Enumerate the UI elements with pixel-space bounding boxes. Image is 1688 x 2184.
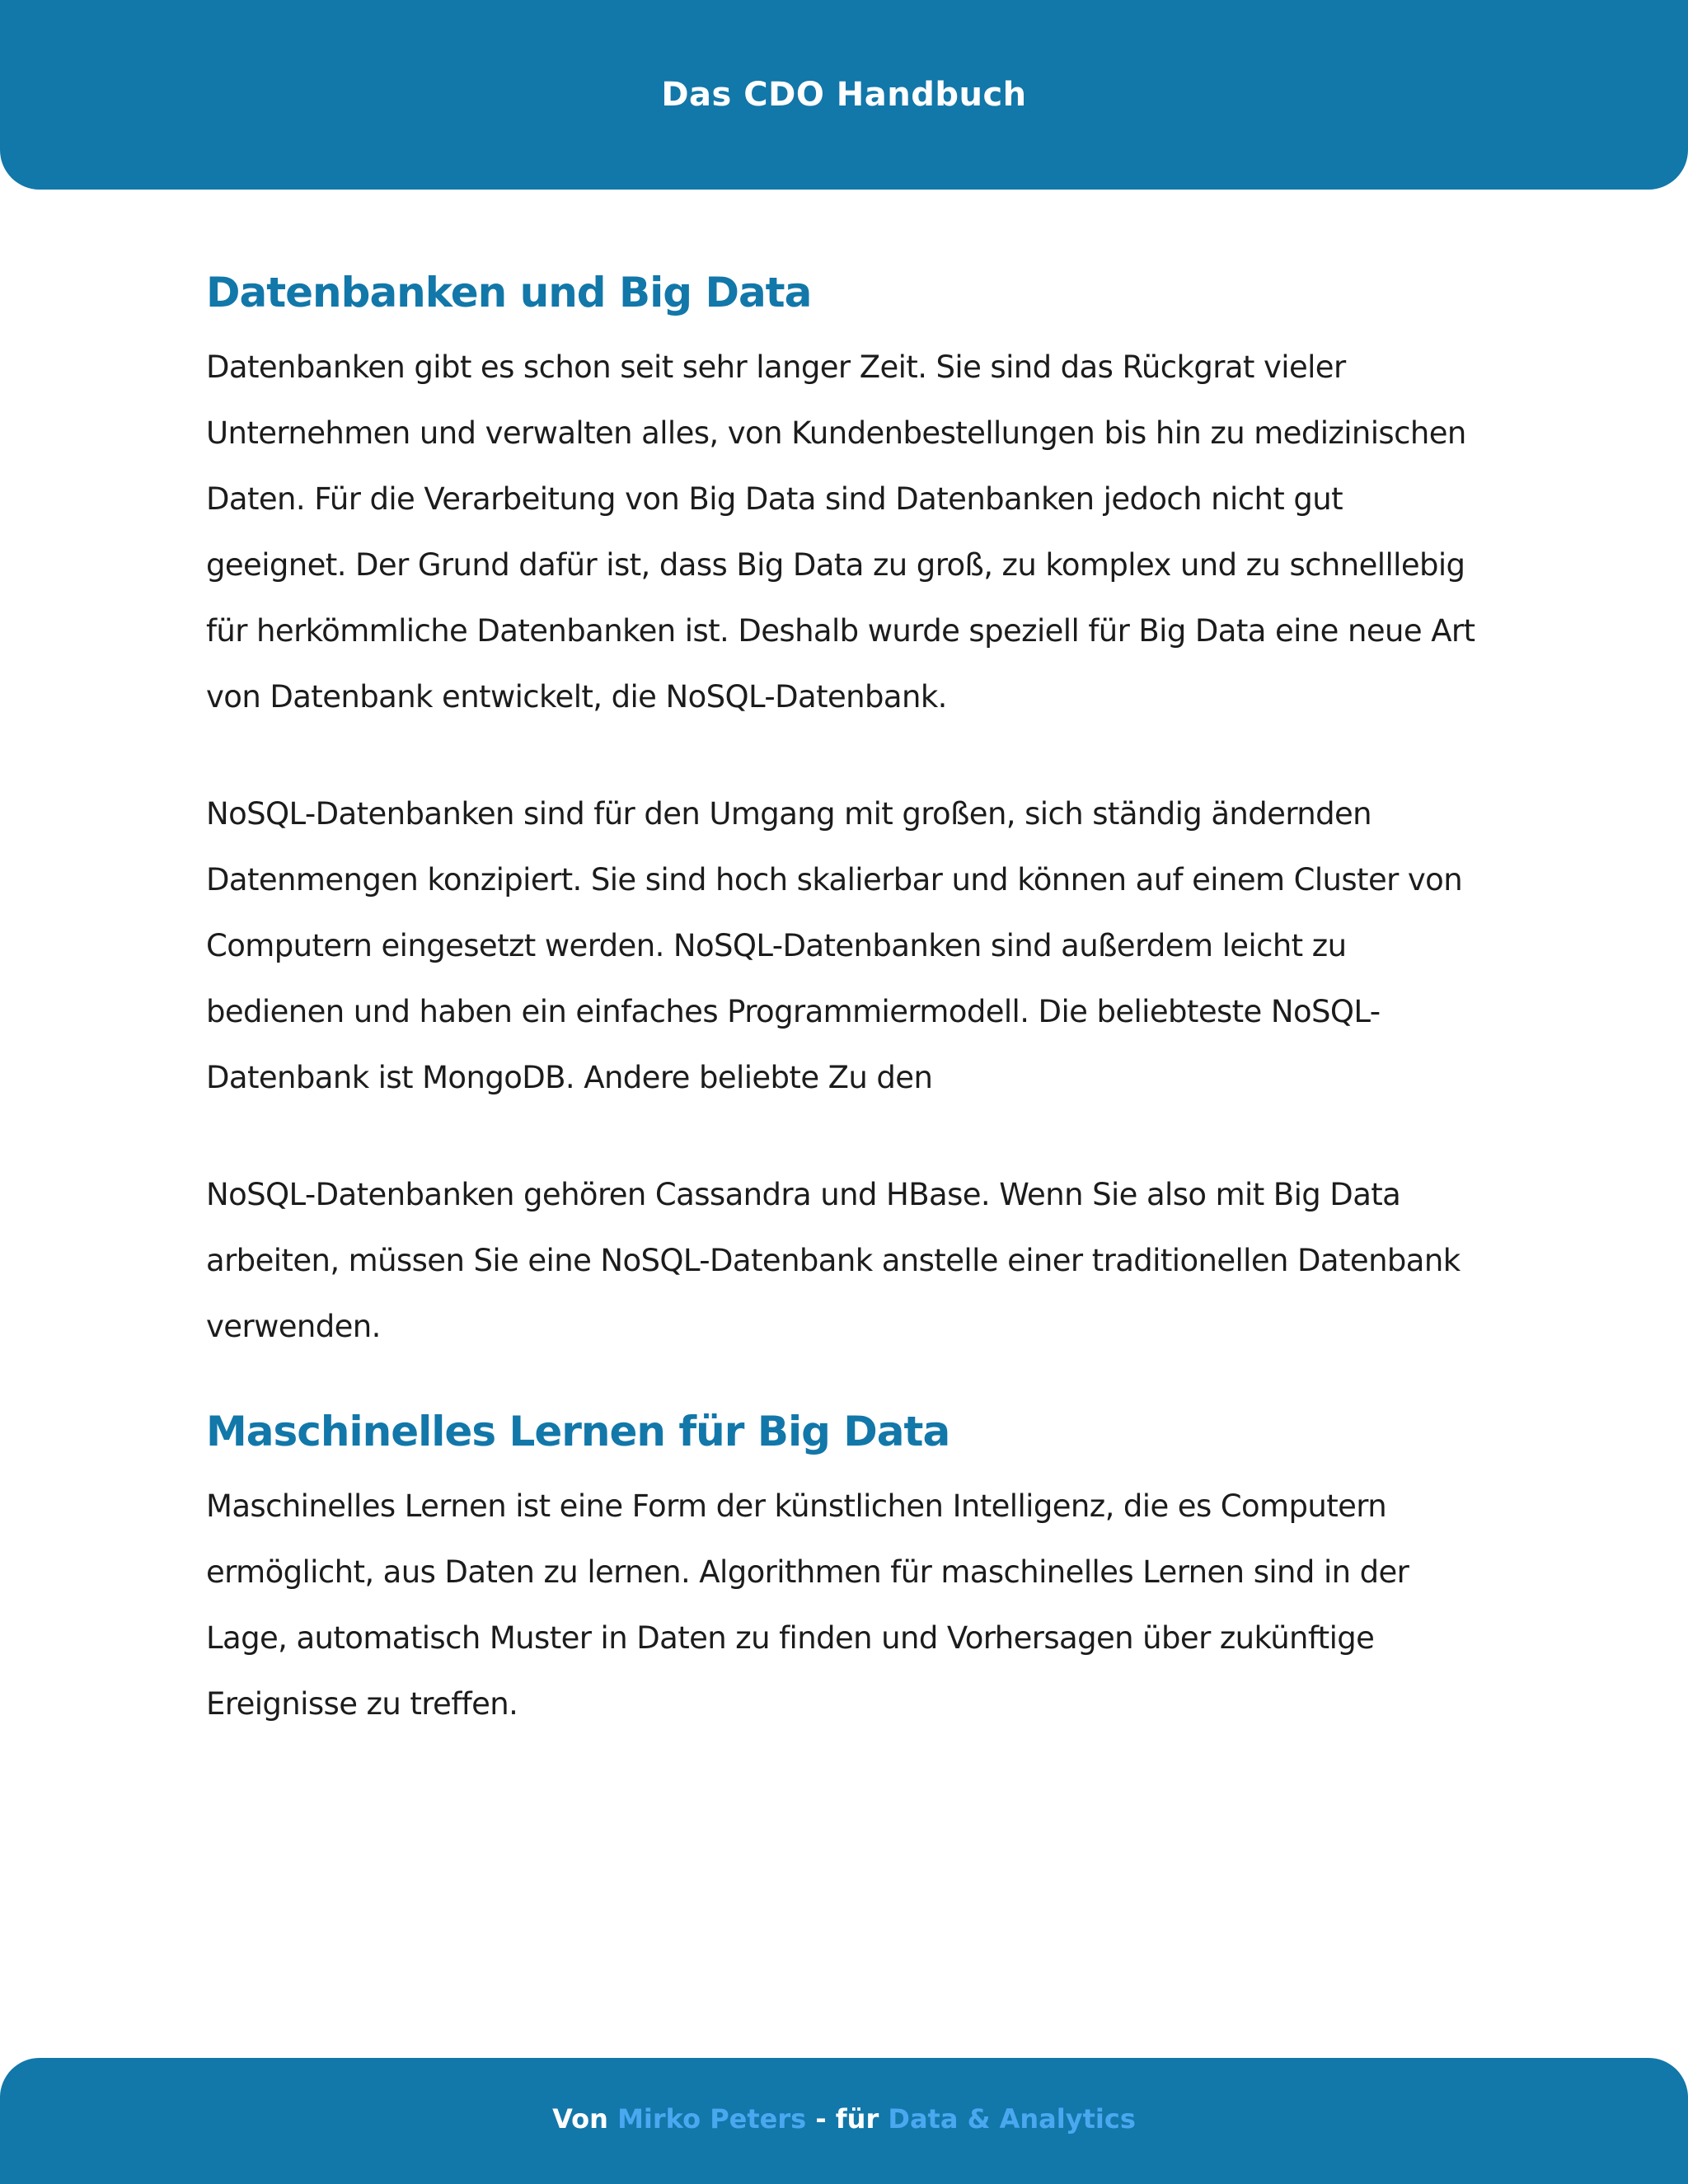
footer-credit [0,2101,1688,2137]
paragraph: Maschinelles Lernen ist eine Form der künstlichen Intelligenz, die es Computern ermöglicht, aus Daten zu lernen. Algorithmen für maschinelles Lernen sind in der Lage, automatisch Muster in Daten zu finden und Vorhersagen über zukünftige Ereignisse zu treffen. [206,1488,1409,1722]
footer-author-link[interactable]: Mirko Peters [617,2103,807,2135]
paragraph: NoSQL-Datenbanken sind für den Umgang mit großen, sich ständig ändernden Datenmengen konzipiert. Sie sind hoch skalierbar und können auf einem Cluster von Computern eingesetzt werden. NoSQL-Datenbanken sind außerdem leicht zu bedienen und haben ein einfaches Programmiermodell. Die beliebteste NoSQL-Datenbank ist MongoDB. Andere beliebte Zu den [206,796,1463,1095]
page-footer [0,2058,1688,2184]
page-content [206,264,1492,1737]
page-header [0,0,1688,190]
paragraph: Datenbanken gibt es schon seit sehr langer Zeit. Sie sind das Rückgrat vieler Unternehmen und verwalten alles, von Kundenbestellungen bis hin zu medizinischen Daten. Für die Verarbeitung von Big Data sind Datenbanken jedoch nicht gut geeignet. Der Grund dafür ist, dass Big Data zu groß, zu komplex und zu schnelllebig für herkömmliche Datenbanken ist. Deshalb wurde speziell für Big Data eine neue Art von Datenbank entwickelt, die NoSQL-Datenbank. [206,349,1475,715]
section-heading-databases: Datenbanken und Big Data [206,269,812,316]
header-title: Das CDO Handbuch [661,76,1027,114]
paragraph: NoSQL-Datenbanken gehören Cassandra und HBase. Wenn Sie also mit Big Data arbeiten, müssen Sie eine NoSQL-Datenbank anstelle einer traditionellen Datenbank verwenden. [206,1177,1461,1344]
section-heading-machine-learning: Maschinelles Lernen für Big Data [206,1408,950,1455]
footer-separator: - für [815,2103,879,2135]
footer-topic-link[interactable]: Data & Analytics [888,2103,1136,2135]
footer-prefix: Von [552,2103,608,2135]
